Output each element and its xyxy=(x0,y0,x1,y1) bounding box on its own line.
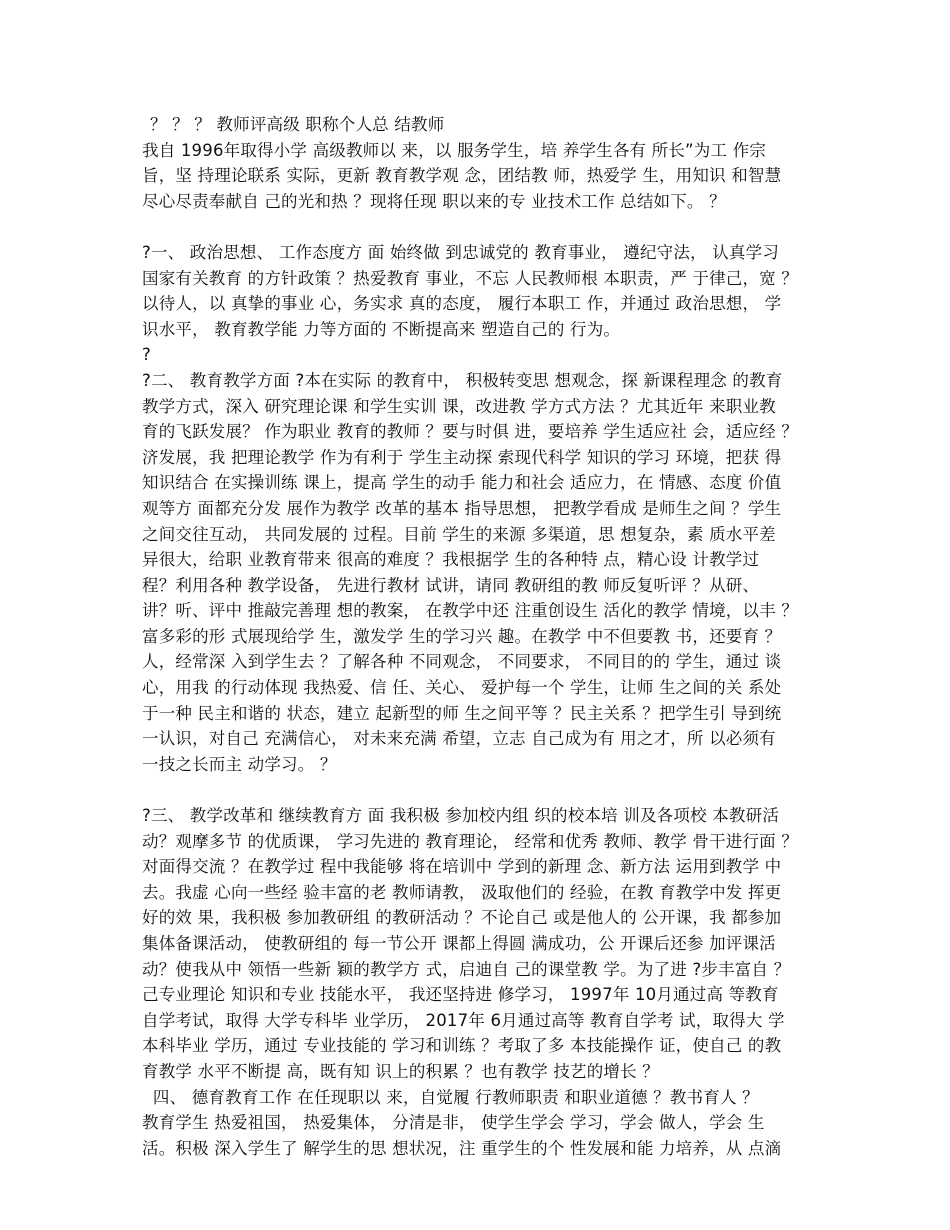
section-heading-reform: ?三、 教学改革和 继续教育方 面 我积极 参加校内组 织的校本培 训及各项校 本教研活 xyxy=(142,806,780,826)
section-heading-teaching: ?二、 教育教学方面 ?本在实际 的教育中， 积极转变思 想观念，探 新课程理念 的教育 xyxy=(142,370,783,390)
text-line: 国家有关教育 的方针政策 ？热爱教育 事业，不忘 人民教师根 本职责，严 于律己，宽 ？ xyxy=(142,268,799,288)
text-line: 讲？听、评中 推敲完善理 想的教案， 在教学中还 注重创设生 活化的教学 情境，以丰 ？ xyxy=(142,601,799,621)
text-line: 识水平， 教育教学能 力等方面的 不断提高来 塑造自己的 行为。 xyxy=(142,319,621,339)
text-line: 程？利用各种 教学设备， 先进行教材 试讲，请同 教研组的教 师反复听评 ？从研、 xyxy=(142,575,760,595)
text-line: ? xyxy=(142,345,151,365)
text-line: 去。我虚 心向一些经 验丰富的老 教师请教， 汲取他们的 经验，在教 育教学中发 挥更 xyxy=(142,882,782,902)
blank-line xyxy=(142,214,822,240)
text-line: 尽心尽责奉献自 己的光和热 ？现将任现 职以来的专 业技术工作 总结如下。 ？ xyxy=(142,191,726,211)
text-line: 活。积极 深入学生了 解学生的思 想状况，注 重学生的个 性发展和能 力培养，从 点滴 xyxy=(142,1138,782,1158)
text-line: 一技之长而主 动学习。 ？ xyxy=(142,754,337,774)
text-line: 自学考试，取得 大学专科毕 业学历， 2017年 6月通过高等 教育自学考 试，取得大 学 xyxy=(142,1010,785,1030)
text-line: 心，用我 的行动体现 我热爱、信 任、关心、 爱护每一个 学生，让师 生之间的关 系处 xyxy=(142,678,782,698)
text-line: 己专业理论 知识和专业 技能水平， 我还坚持进 修学习， 1997年 10月通过高 等教育 xyxy=(142,985,779,1005)
text-line: 观等方 面都充分发 展作为教学 改革的基本 指导思想， 把教学看成 是师生之间 ？学生 xyxy=(142,498,782,518)
text-line: 育教学 水平不断提 高，既有知 识上的积累 ？也有教学 技艺的增长 ？ xyxy=(142,1061,659,1081)
text-line: 一认识，对自己 充满信心， 对未来充满 希望，立志 自己成为有 用之才，所 以必须有 xyxy=(142,729,776,749)
text-line: 以待人，以 真挚的事业 心，务实求 真的态度， 履行本职工 作，并通过 政治思想， 学 xyxy=(142,294,782,314)
text-line: 教学方式，深入 研究理论课 和学生实训 课，改进教 学方式方法 ？尤其近年 来职业教 xyxy=(142,396,776,416)
text-line: 我自 1996年取得小学 高级教师以 来，以 服务学生，培 养学生各有 所长”为工 作宗 xyxy=(142,140,767,160)
text-line: 动？观摩多节 的优质课， 学习先进的 教育理论， 经常和优秀 教师、教学 骨干进行面 ？ xyxy=(142,831,799,851)
section-heading-moral-education: 四、 德育教育工作 在任现职以 来，自觉履 行教师职责 和职业道德 ？教书育人 ？ xyxy=(142,1087,759,1107)
section-heading-politics: ?一、 政治思想、 工作态度方 面 始终做 到忠诚党的 教育事业， 遵纪守法， 认真学习 xyxy=(142,242,780,262)
text-line: 济发展，我 把理论教学 作为有利于 学生主动探 索现代科学 知识的学习 环境，把获 得 xyxy=(142,447,782,467)
document-title: ？ ？ ？ 教师评高级 职称个人总 结教师 xyxy=(150,115,445,134)
text-line: 集体备课活动， 使教研组的 每一节公开 课都上得圆 满成功，公 开课后还参 加评课活 xyxy=(142,934,776,953)
text-line: 动？使我从中 领悟一些新 颖的教学方 式，启迪自 己的课堂教 学。为了进 ?步丰富自 ？ xyxy=(142,959,791,979)
text-line: 育的飞跃发展？ 作为职业 教育的教师 ？要与时俱 进，要培养 学生适应社 会，适应经 ？ xyxy=(142,422,799,442)
text-line: 于一种 民主和谐的 状态，建立 起新型的师 生之间平等 ？民主关系 ？把学生引 导到统 xyxy=(142,703,782,723)
text-line: 本科毕业 学历，通过 专业技能的 学习和训练 ？考取了多 本技能操作 证，使自己 的教 xyxy=(142,1036,782,1056)
document-body xyxy=(142,112,822,1161)
text-line: 对面得交流 ？在教学过 程中我能够 将在培训中 学到的新理 念、新方法 运用到教学 中 xyxy=(142,857,782,877)
blank-line xyxy=(142,777,822,803)
text-line: 富多彩的形 式展现给学 生，激发学 生的学习兴 趣。在教学 中不但要教 书，还要育 ？ xyxy=(142,626,782,646)
text-line: 旨，坚 持理论联系 实际，更新 教育教学观 念，团结教 师，热爱学 生，用知识 和智慧 xyxy=(142,166,782,186)
text-line: 知识结合 在实操训练 课上，提高 学生的动手 能力和社会 适应力，在 情感、态度 价值 xyxy=(142,473,782,493)
text-line: 之间交往互动， 共同发展的 过程。目前 学生的来源 多渠道，思 想复杂，素 质水平差 xyxy=(142,524,776,544)
text-line: 人，经常深 入到学生去 ？了解各种 不同观念， 不同要求， 不同目的的 学生，通过 谈 xyxy=(142,652,782,672)
text-line: 异很大，给职 业教育带来 很高的难度 ？我根据学 生的各种特 点，精心设 计教学过 xyxy=(142,550,760,570)
text-line: 好的效 果，我积极 参加教研组 的教研活动 ？不论自己 或是他人的 公开课，我 都参加 xyxy=(142,908,782,928)
text-line: 教育学生 热爱祖国， 热爱集体， 分清是非， 使学生学会 学习，学会 做人，学会 生 xyxy=(142,1113,765,1133)
